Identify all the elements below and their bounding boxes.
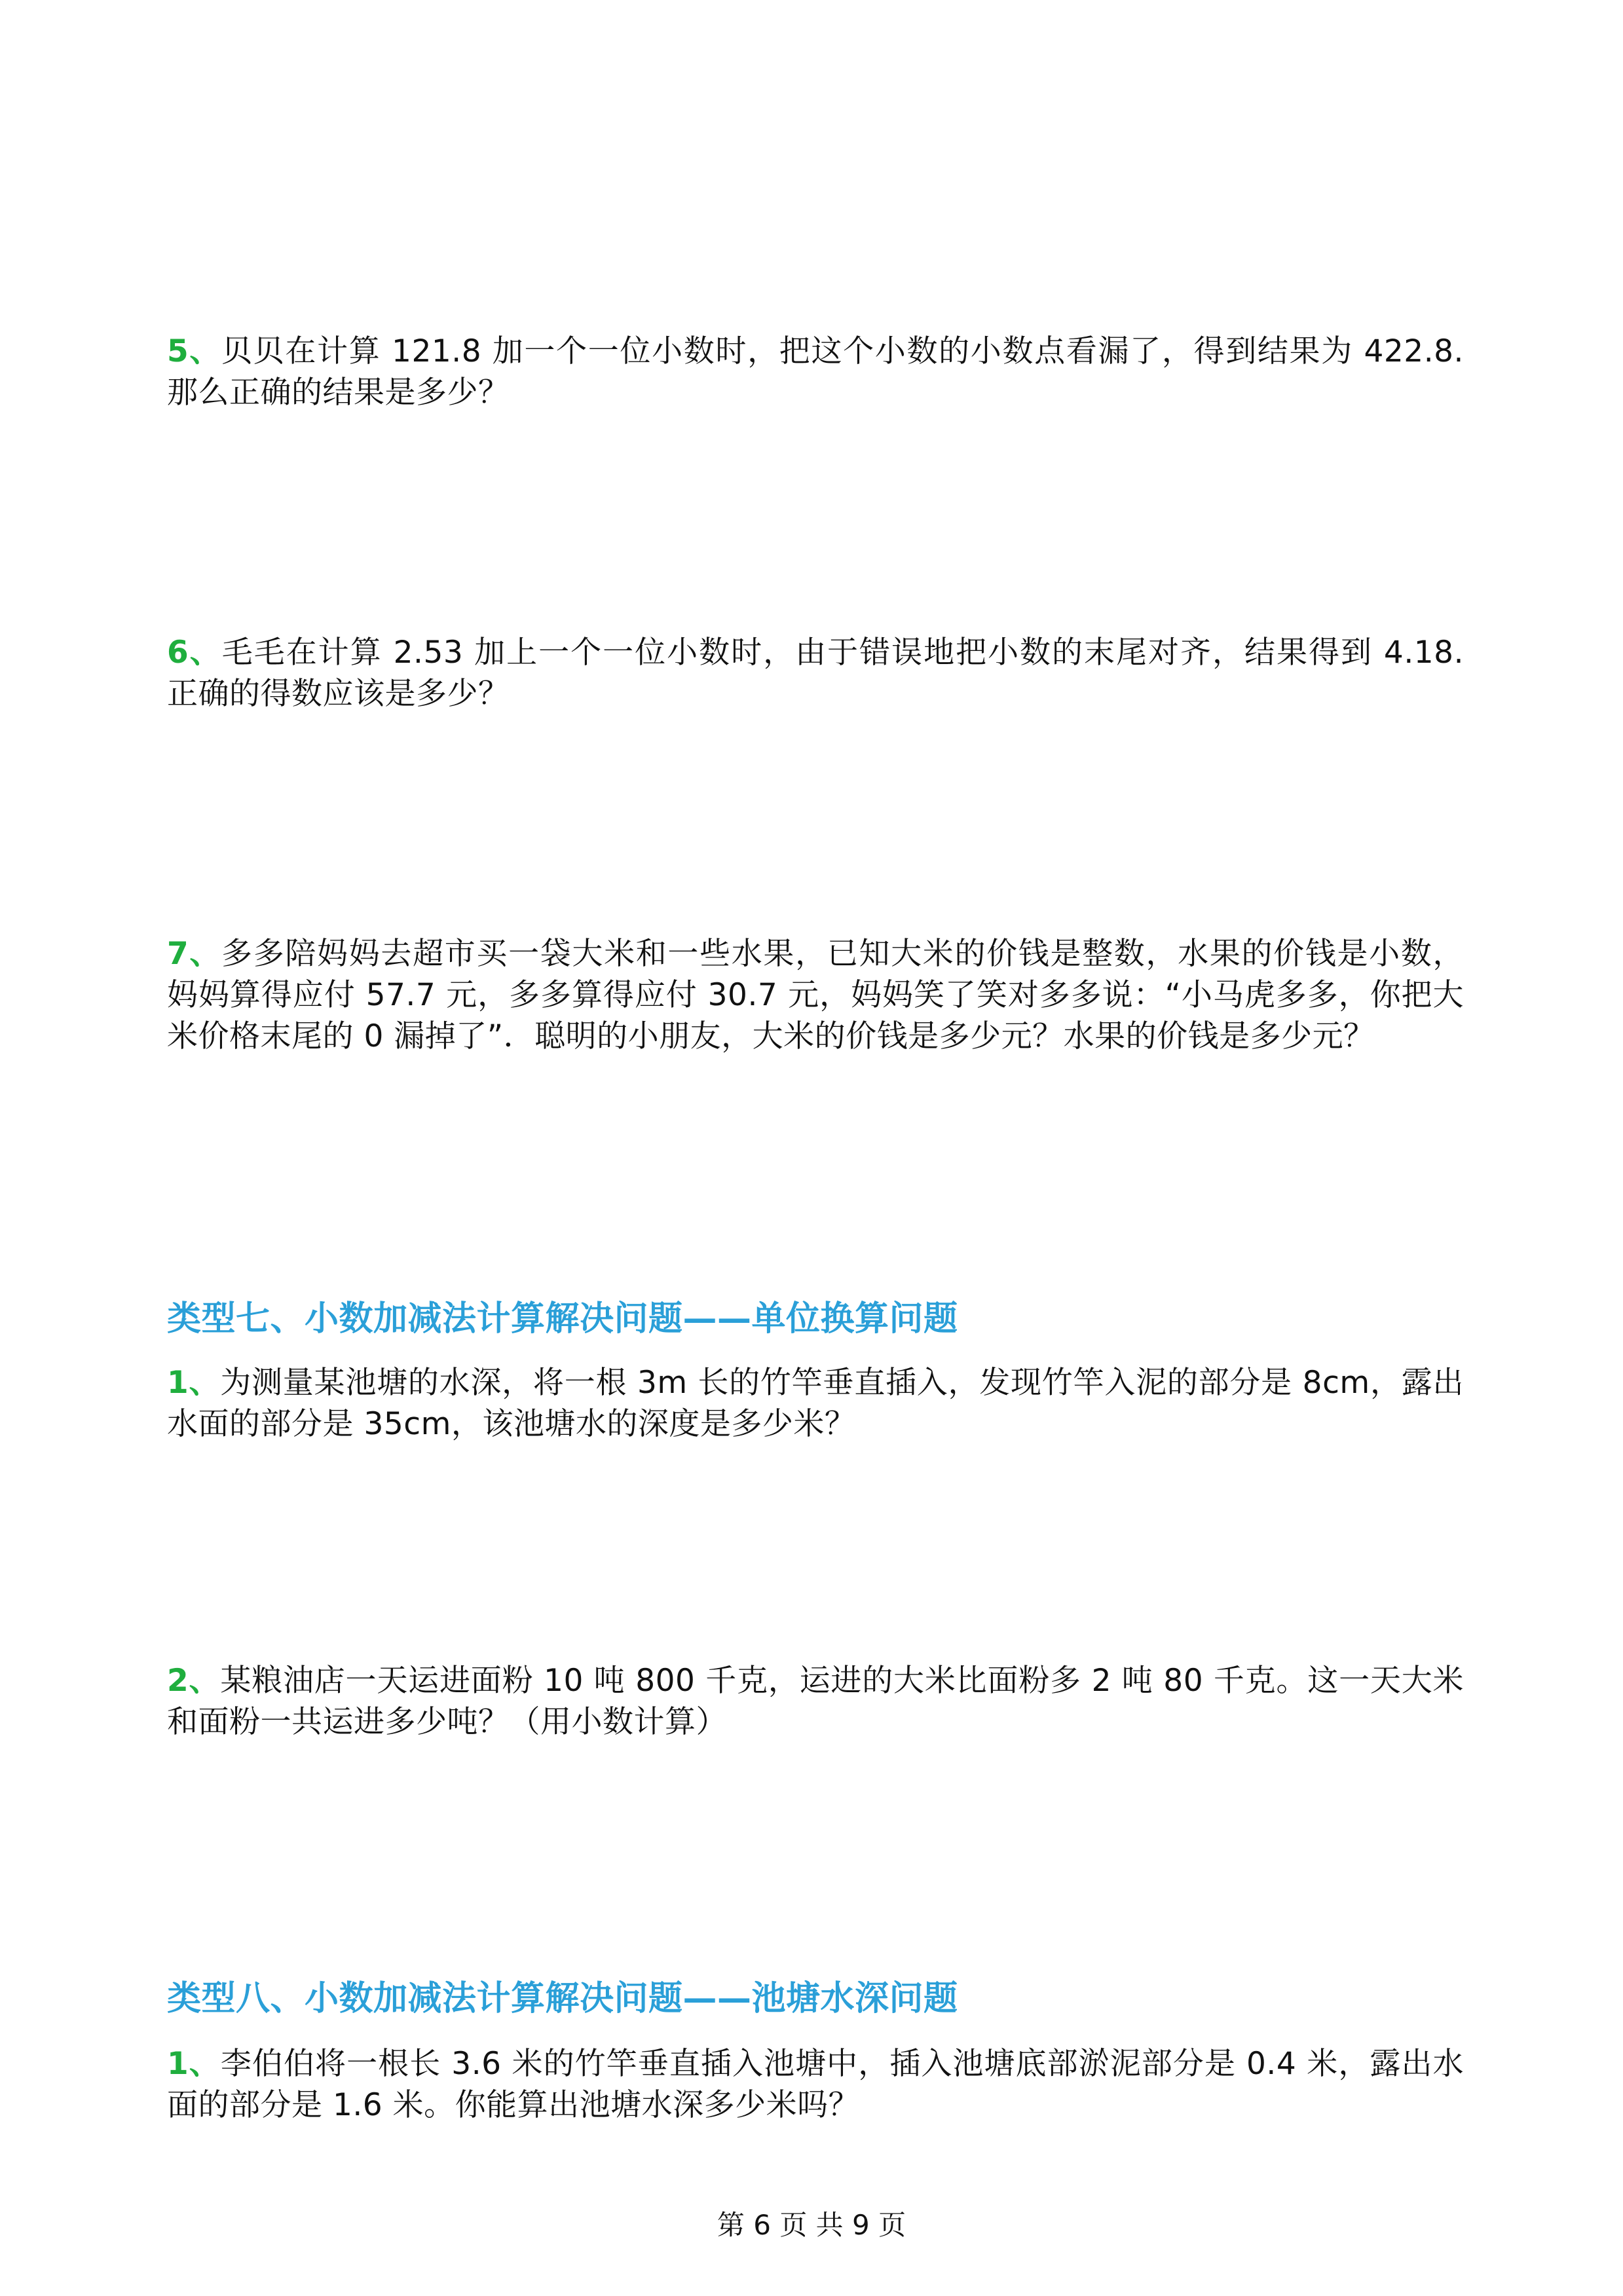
problem-number: 7、 <box>167 936 222 972</box>
section-heading-type7: 类型七、小数加减法计算解决问题——单位换算问题 <box>167 1299 958 1339</box>
problem-number: 6、 <box>167 635 222 671</box>
problem-7 <box>167 933 1464 1057</box>
type8-problem-1 <box>167 2043 1464 2126</box>
problem-number: 1、 <box>167 1365 221 1401</box>
problem-text: 贝贝在计算 121.8 加一个一位小数时，把这个小数的小数点看漏了，得到结果为 422.8. 那么正确的结果是多少？ <box>167 333 1464 411</box>
problem-number: 1、 <box>167 2046 221 2082</box>
type7-problem-2 <box>167 1660 1464 1743</box>
problem-text: 某粮油店一天运进面粉 10 吨 800 千克，运进的大米比面粉多 2 吨 80 千克。这一天大米和面粉一共运进多少吨？（用小数计算） <box>167 1663 1464 1740</box>
problem-number: 5、 <box>167 333 222 369</box>
problem-text: 为测量某池塘的水深，将一根 3m 长的竹竿垂直插入，发现竹竿入泥的部分是 8cm，露出水面的部分是 35cm，该池塘水的深度是多少米？ <box>167 1365 1464 1442</box>
section-heading-type8: 类型八、小数加减法计算解决问题——池塘水深问题 <box>167 1979 958 2018</box>
problem-6 <box>167 632 1464 714</box>
type7-problem-1 <box>167 1362 1464 1445</box>
problem-5 <box>167 331 1464 413</box>
problem-number: 2、 <box>167 1663 221 1699</box>
page-footer: 第 6 页 共 9 页 <box>717 2209 906 2241</box>
problem-text: 毛毛在计算 2.53 加上一个一位小数时，由于错误地把小数的末尾对齐，结果得到 4.18. 正确的得数应该是多少？ <box>167 635 1464 712</box>
problem-text: 多多陪妈妈去超市买一袋大米和一些水果，已知大米的价钱是整数，水果的价钱是小数，妈妈算得应付 57.7 元，多多算得应付 30.7 元，妈妈笑了笑对多多说：“小马虎多多，你把大米价格末尾的 0 漏掉了”．聪明的小朋友，大米的价钱是多少元？水果的价钱是多少元？ <box>167 936 1464 1054</box>
problem-text: 李伯伯将一根长 3.6 米的竹竿垂直插入池塘中，插入池塘底部淤泥部分是 0.4 米，露出水面的部分是 1.6 米。你能算出池塘水深多少米吗？ <box>167 2046 1464 2123</box>
